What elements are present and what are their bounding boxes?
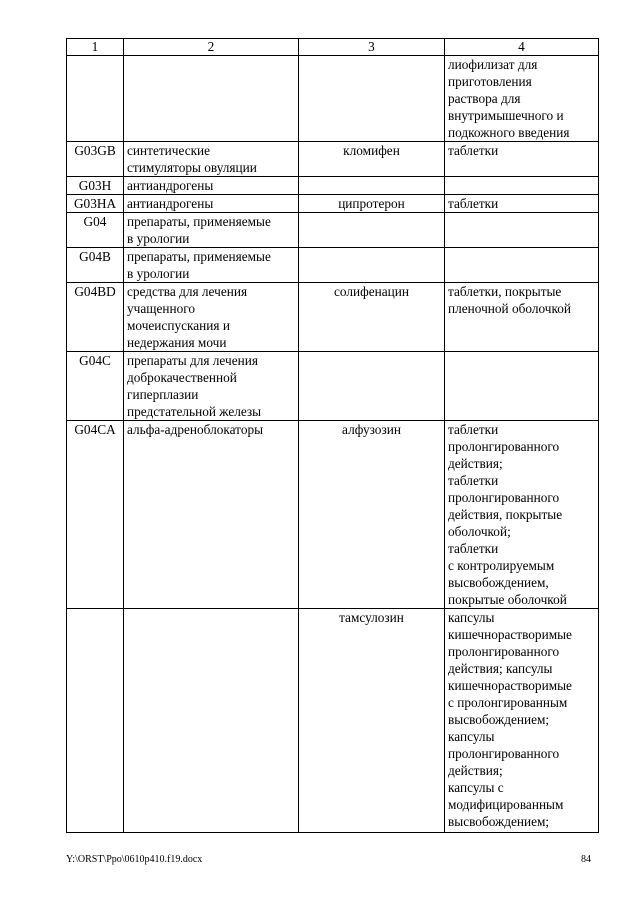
dosage-form-cell (445, 195, 599, 213)
table-row (67, 56, 599, 142)
atc-code-cell: G04CA (67, 421, 124, 609)
table-row (67, 177, 599, 195)
group-name-cell (124, 609, 299, 833)
dosage-form-line: приготовления (448, 74, 532, 89)
dosage-form-line: таблетки, покрытые (448, 284, 562, 299)
group-name-line: мочеиспускания и (127, 318, 230, 333)
atc-code-cell (67, 56, 124, 142)
dosage-form-line: таблетки (448, 143, 499, 158)
atc-code-cell: G04B (67, 248, 124, 283)
atc-code-cell (67, 609, 124, 833)
dosage-form-line: модифицированным (448, 797, 564, 812)
group-name-line: в урологии (127, 266, 190, 281)
group-name-cell (124, 421, 299, 609)
group-name-cell (124, 352, 299, 421)
drug-name-cell: кломифен (299, 142, 445, 177)
dosage-form-line: капсулы (448, 610, 495, 625)
group-name-line: препараты для лечения (127, 353, 258, 368)
table-row (67, 352, 599, 421)
table-header-row (67, 39, 599, 56)
drug-name-cell (299, 248, 445, 283)
dosage-form-line: высвобождением; (448, 814, 550, 829)
dosage-form-line: действия; капсулы (448, 661, 553, 676)
dosage-form-line: внутримышечного и (448, 108, 564, 123)
dosage-form-cell (445, 142, 599, 177)
group-name-cell (124, 283, 299, 352)
group-name-line: препараты, применяемые (127, 214, 271, 229)
drug-name-cell: солифенацин (299, 283, 445, 352)
dosage-form-line: покрытые оболочкой (448, 592, 567, 607)
group-name-line: антиандрогены (127, 196, 214, 211)
dosage-form-line: таблетки (448, 541, 499, 556)
group-name-line: гиперплазии (127, 387, 199, 402)
header-col-4: 4 (445, 39, 599, 56)
dosage-form-line: высвобождением; (448, 712, 550, 727)
footer-file-path: Y:\ORST\Ppo\0610p410.f19.docx (66, 854, 203, 865)
dosage-form-cell (445, 352, 599, 421)
dosage-form-line: действия; (448, 456, 503, 471)
group-name-cell (124, 56, 299, 142)
dosage-form-cell (445, 56, 599, 142)
group-name-line: стимуляторы овуляции (127, 160, 257, 175)
group-name-line: в урологии (127, 231, 190, 246)
dosage-form-cell (445, 609, 599, 833)
drug-name-cell (299, 213, 445, 248)
dosage-form-line: лиофилизат для (448, 57, 538, 72)
dosage-form-line: пролонгированного (448, 439, 560, 454)
dosage-form-cell (445, 213, 599, 248)
group-name-line: синтетические (127, 143, 211, 158)
dosage-form-line: действия; (448, 763, 503, 778)
dosage-form-line: таблетки (448, 422, 499, 437)
dosage-form-line: раствора для (448, 91, 521, 106)
dosage-form-line: пролонгированного (448, 490, 560, 505)
table-row (67, 195, 599, 213)
group-name-line: предстательной железы (127, 404, 262, 419)
drug-name-cell: тамсулозин (299, 609, 445, 833)
atc-code-cell: G03HA (67, 195, 124, 213)
atc-code-cell: G04C (67, 352, 124, 421)
table-row (67, 609, 599, 833)
group-name-line: недержания мочи (127, 335, 227, 350)
atc-code-cell: G03GB (67, 142, 124, 177)
table-row (67, 213, 599, 248)
drug-name-cell: ципротерон (299, 195, 445, 213)
dosage-form-line: с пролонгированным (448, 695, 568, 710)
group-name-line: доброкачественной (127, 370, 237, 385)
dosage-form-cell (445, 177, 599, 195)
dosage-form-cell (445, 248, 599, 283)
header-col-3: 3 (299, 39, 445, 56)
drug-name-cell (299, 352, 445, 421)
group-name-cell (124, 213, 299, 248)
dosage-form-line: таблетки (448, 196, 499, 211)
drug-name-cell (299, 56, 445, 142)
group-name-line: учащенного (127, 301, 196, 316)
table-row (67, 142, 599, 177)
dosage-form-line: пленочной оболочкой (448, 301, 572, 316)
dosage-form-line: кишечнорастворимые (448, 627, 572, 642)
table-row (67, 248, 599, 283)
group-name-line: альфа-адреноблокаторы (127, 422, 264, 437)
atc-code-cell: G04 (67, 213, 124, 248)
dosage-form-line: таблетки (448, 473, 499, 488)
atc-code-cell: G03H (67, 177, 124, 195)
dosage-form-line: подкожного введения (448, 125, 570, 140)
dosage-form-line: действия, покрытые (448, 507, 563, 522)
group-name-cell (124, 177, 299, 195)
drug-name-cell (299, 177, 445, 195)
group-name-cell (124, 248, 299, 283)
group-name-cell (124, 142, 299, 177)
drug-name-cell: алфузозин (299, 421, 445, 609)
header-col-2: 2 (124, 39, 299, 56)
dosage-form-line: кишечнорастворимые (448, 678, 572, 693)
group-name-line: препараты, применяемые (127, 249, 271, 264)
dosage-form-cell (445, 283, 599, 352)
group-name-line: антиандрогены (127, 178, 214, 193)
drug-table (66, 38, 599, 833)
drug-table-body (67, 39, 599, 833)
group-name-line: средства для лечения (127, 284, 248, 299)
dosage-form-line: оболочкой; (448, 524, 511, 539)
dosage-form-line: капсулы (448, 729, 495, 744)
dosage-form-cell (445, 421, 599, 609)
dosage-form-line: пролонгированного (448, 644, 560, 659)
group-name-cell (124, 195, 299, 213)
footer-page-number: 84 (581, 854, 591, 865)
atc-code-cell: G04BD (67, 283, 124, 352)
header-col-1: 1 (67, 39, 124, 56)
dosage-form-line: пролонгированного (448, 746, 560, 761)
table-row (67, 421, 599, 609)
table-row (67, 283, 599, 352)
dosage-form-line: с контролируемым (448, 558, 555, 573)
dosage-form-line: капсулы с (448, 780, 504, 795)
dosage-form-line: высвобождением, (448, 575, 549, 590)
